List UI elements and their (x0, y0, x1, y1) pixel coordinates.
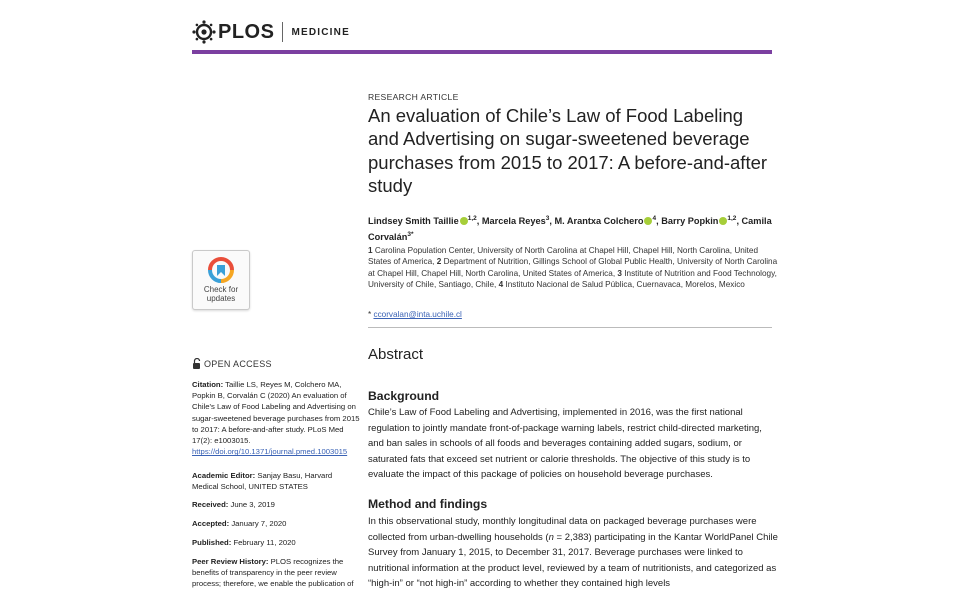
affiliations: 1 Carolina Population Center, University of North Carolina at Chapel Hill, Chapel Hill, North Carolina, United States of America, 2 Department of Nutrition, Gillings School of Global Public Health, University of North Carolina at Chapel Hill, Chapel Hill, North Carolina, United States of America, 3 Institute of Nutrition and Food Technology, University of Chile, Santiago, Chile, 4 Instituto Nacional de Salud Pública, Cuernavaca, Morelos, Mexico (368, 246, 778, 290)
asterisk-icon: * (368, 310, 372, 319)
published-date: February 11, 2020 (233, 538, 296, 547)
corresponding-email-link[interactable]: ccorvalan@inta.uchile.cl (373, 310, 462, 319)
published-block (192, 537, 360, 548)
author-3[interactable]: M. Arantxa Colchero $^4$ (554, 215, 657, 226)
academic-editor-block (192, 470, 360, 492)
author-2[interactable]: Marcela Reyes$^3$ (481, 215, 550, 226)
plos-logo[interactable] (192, 20, 350, 44)
peer-review-text: PLOS recognizes the benefits of transparency in the peer review process; therefore, we enable the publication of (192, 557, 354, 589)
open-lock-icon (192, 358, 202, 370)
citation-block (192, 379, 360, 457)
corresponding-author (368, 310, 462, 319)
accepted-date: January 7, 2020 (231, 519, 287, 528)
methods-paragraph: In this observational study, monthly longitudinal data on packaged beverage purchases were collected from urban-dwelling households (n = 2,383) participating in the Kantar WorldPanel Chile Survey from January 1, 2015, to December 31, 2017. Beverage purchases were linked to nutritional information at the product level, reviewed by a team of nutritionists, and categorized as “high-in” or “not high-in” according to whether they contained high levels (368, 516, 778, 590)
crossmark-icon (208, 257, 234, 283)
journal-name: MEDICINE (291, 26, 350, 38)
accepted-label: Accepted: (192, 519, 230, 528)
received-block (192, 499, 360, 510)
author-4[interactable]: Barry Popkin $^{1,2}$ (661, 215, 737, 226)
author-5[interactable]: Camila Corvalán$^{3*}$ (368, 216, 772, 243)
background-paragraph: Chile’s Law of Food Labeling and Advertising, implemented in 2016, was the first national regulation to jointly mandate front-of-package warning labels, restrict child-directed marketing, and ban sales in schools of all foods and beverages containing added sugars, sodium, or saturated fats that exceed set nutrient or calorie thresholds. The objective of this study is to evaluate the impact of this package of policies on household beverage purchases. (368, 407, 762, 481)
editor-text: Sanjay Basu, Harvard Medical School, UNITED STATES (192, 471, 333, 492)
article-title: An evaluation of Chile’s Law of Food Labeling and Advertising on sugar-sweetened beverage purchases from 2015 to 2017: A before-and-after study (368, 105, 768, 197)
header-rule (192, 50, 772, 54)
journal-header (192, 20, 772, 50)
received-label: Received: (192, 500, 229, 509)
methods-heading: Method and findings (368, 497, 488, 511)
brand-name: PLOS (218, 20, 275, 43)
published-label: Published: (192, 538, 232, 547)
plos-logo-icon (192, 20, 216, 44)
peer-review-label: Peer Review History: (192, 557, 269, 566)
open-access-label: OPEN ACCESS (204, 359, 272, 369)
accepted-block (192, 518, 360, 529)
logo-divider (282, 22, 283, 42)
orcid-icon[interactable] (460, 217, 468, 225)
citation-doi-link[interactable]: https://doi.org/10.1371/journal.pmed.1003015 (192, 447, 348, 457)
article-type: RESEARCH ARTICLE (368, 92, 459, 102)
citation-label: Citation: (192, 380, 224, 389)
abstract-heading: Abstract (368, 346, 424, 363)
received-date: June 3, 2019 (230, 500, 275, 509)
author-1[interactable]: Lindsey Smith Taillie $^{1,2}$ (368, 215, 477, 226)
check-for-updates-label: Check for updates (203, 285, 239, 303)
author-list: Lindsey Smith Taillie $^{1,2}$, Marcela Reyes$^3$, M. Arantxa Colchero $^4$, Barry Popkin $^{1,2}$, Camila Corvalán$^{3*}$ (368, 215, 772, 243)
background-heading: Background (368, 389, 440, 403)
peer-review-block (192, 556, 360, 590)
citation-text: Taillie LS, Reyes M, Colchero MA, Popkin B, Corvalán C (2020) An evaluation of Chile's Law of Food Labeling and Advertising on sugar-sweetened beverage purchases from 2015 to 2017: A before-and-after study. PLoS Med 17(2): e1003015. (192, 380, 360, 446)
open-access-badge (192, 358, 272, 370)
check-for-updates-button[interactable] (192, 250, 250, 310)
editor-label: Academic Editor: (192, 471, 256, 480)
section-divider (368, 327, 772, 328)
